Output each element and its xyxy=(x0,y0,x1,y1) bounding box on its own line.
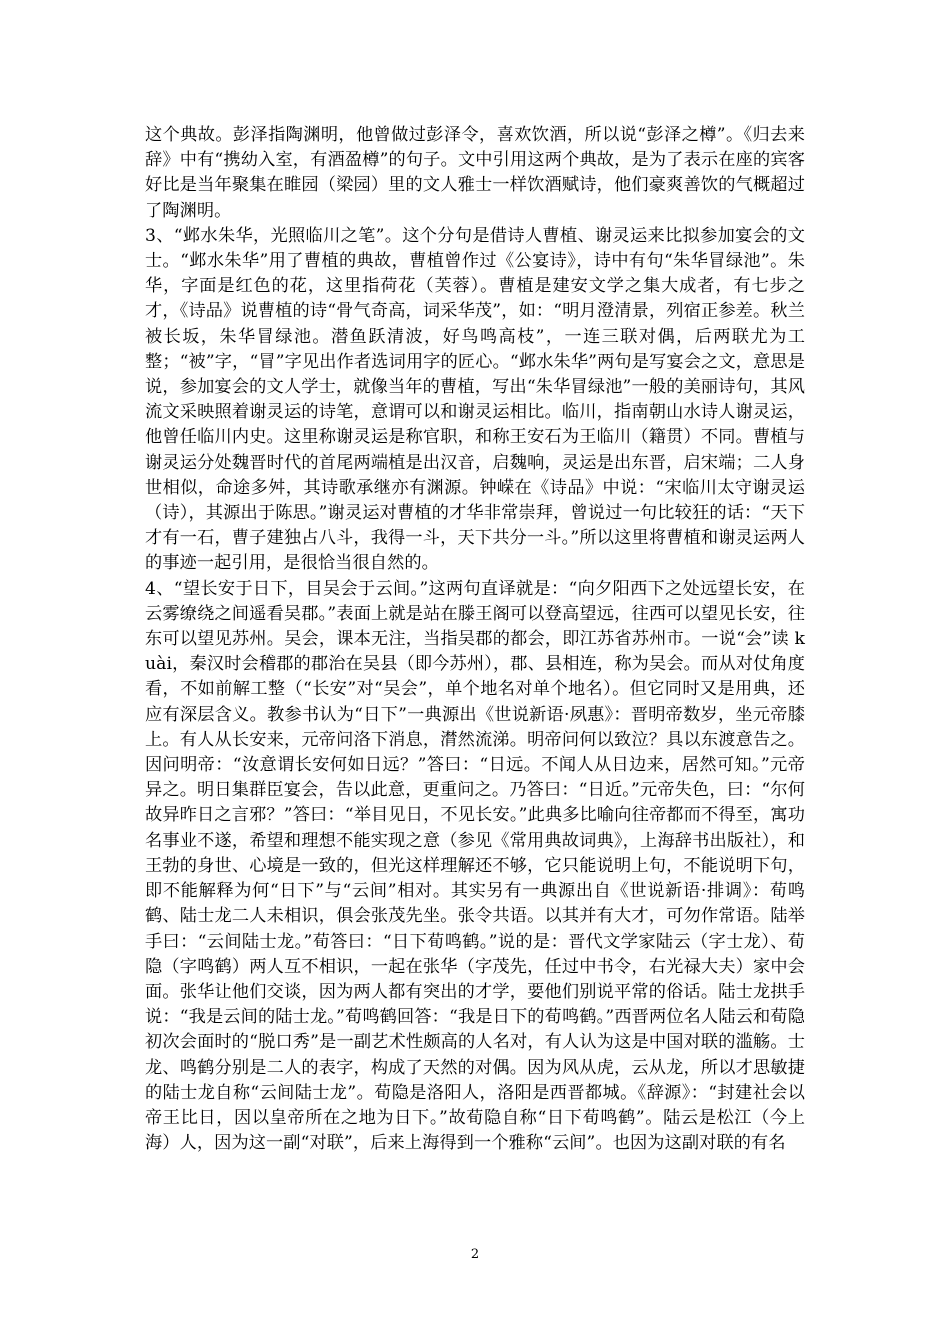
paragraph-2: 3、“邺水朱华，光照临川之笔”。这个分句是借诗人曹植、谢灵运来比拟参加宴会的文士。“邺水朱华”用了曹植的典故，曹植曾作过《公宴诗》，诗中有句“朱华冒绿池”。朱华，字面是红色的花，这里指荷花（芙蓉）。曹植是建安文学之集大成者，有七步之才，《诗品》说曹植的诗“骨气奇高，词采华茂”，如：“明月澄清景，列宿正参差。秋兰被长坂，朱华冒绿池。潜鱼跃清波，好鸟鸣高枝”，一连三联对偶，后两联尤为工整；“被”字，“冒”字见出作者选词用字的匠心。“邺水朱华”两句是写宴会之文，意思是说，参加宴会的文人学士，就像当年的曹植，写出“朱华冒绿池”一般的美丽诗句，其风流文采映照着谢灵运的诗笔，意谓可以和谢灵运相比。临川，指南朝山水诗人谢灵运，他曾任临川内史。这里称谢灵运是称官职，和称王安石为王临川（籍贯）不同。曹植与谢灵运分处魏晋时代的首尾两端植是出汉音，启魏响，灵运是出东晋，启宋端；二人身世相似，命途多舛，其诗歌承继亦有渊源。钟嵘在《诗品》中说：“宋临川太守谢灵运（诗），其源出于陈思。”谢灵运对曹植的才华非常崇拜，曾说过一句比较狂的话：“天下才有一石，曹子建独占八斗，我得一斗，天下共分一斗。”所以这里将曹植和谢灵运两人的事迹一起引用，是很恰当很自然的。 xyxy=(145,225,805,574)
paragraph-1: 这个典故。彭泽指陶渊明，他曾做过彭泽令，喜欢饮酒，所以说“彭泽之樽”。《归去来辞》中有“携幼入室，有酒盈樽”的句子。文中引用这两个典故，是为了表示在座的宾客好比是当年聚集在睢园（梁园）里的文人雅士一样饮酒赋诗，他们豪爽善饮的气概超过了陶渊明。 xyxy=(145,125,805,221)
page-body xyxy=(145,123,805,1156)
paragraph-3: 4、“望长安于日下，目吴会于云间。”这两句直译就是：“向夕阳西下之处远望长安，在云雾缭绕之间遥看吴郡。”表面上就是站在滕王阁可以登高望远，往西可以望见长安，往东可以望见苏州。吴会，课本无注，当指吴郡的都会，即江苏省苏州市。一说“会”读 kuài，秦汉时会稽郡的郡治在吴县（即今苏州），郡、县相连，称为吴会。而从对仗角度看，不如前解工整（“长安”对“吴会”，单个地名对单个地名）。但它同时又是用典，还应有深层含义。教参书认为“日下”一典源出《世说新语·夙惠》：晋明帝数岁，坐元帝膝上。有人从长安来，元帝问洛下消息，潸然流涕。明帝问何以致泣？具以东渡意告之。因问明帝：“汝意谓长安何如日远？”答曰：“日远。不闻人从日边来，居然可知。”元帝异之。明日集群臣宴会，告以此意，更重问之。乃答曰：“日近。”元帝失色，曰：“尔何故异昨日之言邪？”答曰：“举目见日，不见长安。”此典多比喻向往帝都而不得至，寓功名事业不遂，希望和理想不能实现之意（参见《常用典故词典》，上海辞书出版社），和王勃的身世、心境是一致的，但光这样理解还不够，它只能说明上句，不能说明下句，即不能解释为何“日下”与“云间”相对。其实另有一典源出自《世说新语·排调》：荀鸣鹤、陆士龙二人未相识，俱会张茂先坐。张令共语。以其并有大才，可勿作常语。陆举手曰：“云间陆士龙。”荀答曰：“日下荀鸣鹤。”说的是：晋代文学家陆云（字士龙）、荀隐（字鸣鹤）两人互不相识，一起在张华（字茂先，任过中书令，右光禄大夫）家中会面。张华让他们交谈，因为两人都有突出的才学，要他们别说平常的俗话。陆士龙拱手说：“我是云间的陆士龙。”荀鸣鹤回答：“我是日下的荀鸣鹤。”西晋两位名人陆云和荀隐初次会面时的“脱口秀”是一副艺术性颇高的人名对，有人认为这是中国对联的滥觞。士龙、鸣鹤分别是二人的表字，构成了天然的对偶。因为风从虎，云从龙，所以才思敏捷的陆士龙自称“云间陆士龙”。荀隐是洛阳人，洛阳是西晋都城。《辞源》：“封建社会以帝王比日，因以皇帝所在之地为日下。”故荀隐自称“日下荀鸣鹤”。陆云是松江（今上海）人，因为这一副“对联”，后来上海得到一个雅称“云间”。也因为这副对联的有名 xyxy=(145,578,805,1154)
page-number: 2 xyxy=(470,1247,480,1262)
